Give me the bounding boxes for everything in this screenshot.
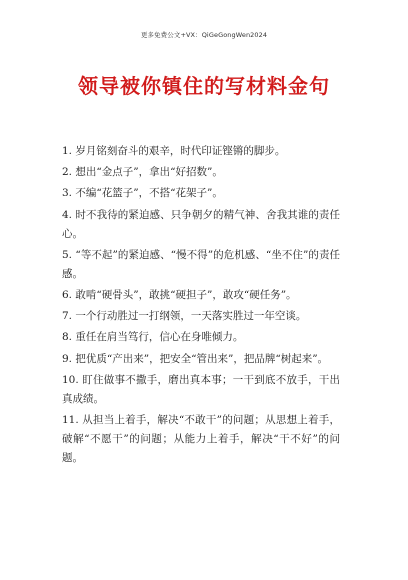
quote-item-4: 4. 时不我待的紧迫感、只争朝夕的精气神、舍我其谁的责任心。: [62, 208, 340, 240]
quote-list: [62, 142, 340, 468]
quote-item-5: 5. “等不起”的紧迫感、“慢不得”的危机感、“坐不住”的责任感。: [62, 248, 340, 280]
quote-item-11: 11. 从担当上着手，解决“不敢干”的问题；从思想上着手，破解“不愿干”的问题；从能力上着手，解决“干不好”的问题。: [62, 413, 340, 464]
quote-item-6: 6. 敢啃“硬骨头”，敢挑“硬担子”，敢攻“硬任务”。: [62, 288, 297, 301]
header-note: 更多免费公文+VX：QiGeGongWen2024: [140, 31, 268, 39]
document-title: 领导被你镇住的写材料金句: [78, 74, 330, 98]
quote-item-1: 1. 岁月铭刻奋斗的艰辛，时代印证铿锵的脚步。: [62, 145, 286, 157]
quote-item-8: 8. 重任在肩当笃行，信心在身唯倾力。: [62, 331, 244, 344]
quote-item-2: 2. 想出“金点子”，拿出“好招数”。: [62, 166, 223, 179]
quote-item-7: 7. 一个行动胜过一打纲领，一天落实胜过一年空谈。: [62, 310, 307, 323]
quote-item-3: 3. 不编“花篮子”，不搭“花架子”。: [62, 187, 223, 200]
quote-item-10: 10. 盯住做事不撒手，磨出真本事；一干到底不放手，干出真成绩。: [62, 373, 340, 405]
quote-item-9: 9. 把优质“产出来”，把安全“管出来”，把品牌“树起来”。: [62, 352, 329, 365]
